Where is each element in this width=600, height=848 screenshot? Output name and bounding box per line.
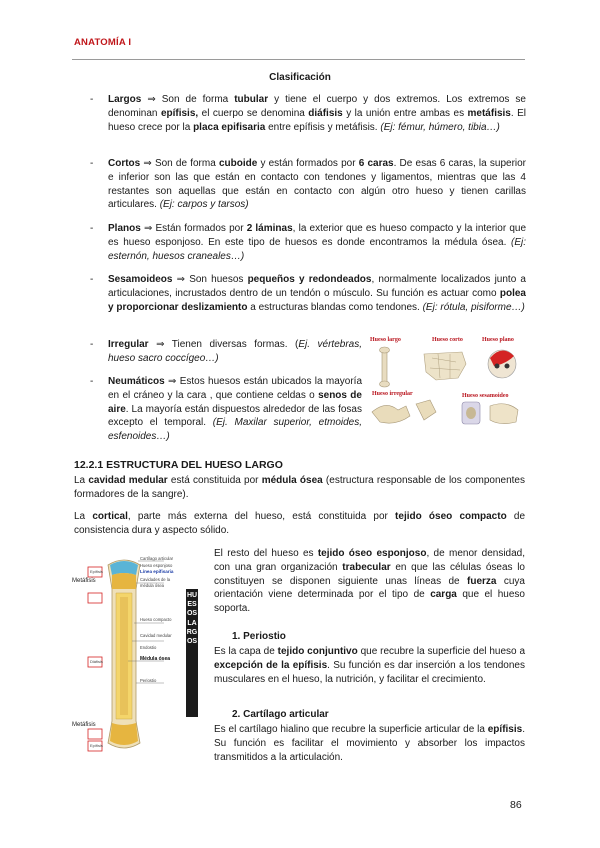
heading-periostio: 1. Periostio: [232, 631, 286, 642]
label-endostio: Endostio: [140, 645, 157, 650]
irregular-bone-icon: [372, 400, 436, 423]
bullet-text: Neumáticos ⇒ Estos huesos están ubicados la mayoría en el cráneo y la cara , que contiene celdas o senos de aire. La mayoría están dispuestos alrededor de las fosas excepto el temporal. (Ej. Maxilar superior, etmoides, esfenoides…): [108, 376, 362, 443]
bullet-text: Irregular ⇒ Tienen diversas formas. (Ej. vértebras, hueso sacro coccígeo…): [108, 339, 362, 364]
paragraph-cavidad-medular: La cavidad medular está constituida por médula ósea (estructura responsable de los componentes formadores de la sangre).: [74, 475, 525, 500]
section-title: Clasificación: [269, 72, 331, 83]
bullet-text: Planos ⇒ Están formados por 2 láminas, la exterior que es hueso compacto y la interior que es hueso esponjoso. En este tipo de huesos es donde encontramos la médula ósea. (Ej: esternón, huesos craneales…): [108, 223, 527, 262]
long-bone-diagram: [72, 553, 210, 755]
side-label-metafisis-top: Metáfisis: [72, 578, 96, 584]
side-label-metafisis-bottom: Metáfisis: [72, 722, 96, 728]
example: (Ej: carpos y tarsos): [159, 199, 249, 211]
paragraph-periostio: Es la capa de tejido conjuntivo que recubre la superficie del hueso a excepción de la epífisis. Su función es dar inserción a los tendones musculares en el hueso, la nutrición, y facilitar el crecimiento.: [214, 646, 525, 685]
label-hueso-corto: Hueso corto: [432, 337, 463, 343]
example: Ej. vértebras, hueso sacro coccígeo…): [108, 339, 362, 364]
heading-cartilago-articular: 2. Cartílago articular: [232, 709, 329, 720]
short-bone-icon: [424, 352, 466, 380]
paragraph-resto-hueso: El resto del hueso es tejido óseo esponjoso, de menor densidad, con una gran organización trabecular en que las células óseas lo constituyen se disponen siguiente unas líneas de fuerza cuya orientación viene determinada por el tipo de carga que el hueso soporta.: [214, 548, 526, 615]
vertical-text-huesos-largos: HUESOS LARGOS: [186, 592, 198, 646]
bullet-text: Largos ⇒ Son de forma tubular y tiene el cuerpo y dos extremos. Los extremos se denominan epífisis, el cuerpo se denomina diáfisis y la unión entre ambas es metáfisis. El hueso crece por la placa epifisaria entre epífisis y metáfisis. (Ej: fémur, húmero, tibia…): [108, 94, 526, 133]
side-label-epifisis-top: Epífisis: [90, 569, 103, 574]
example: (Ej: rótula, pisiforme…): [422, 301, 525, 313]
paragraph-cortical: La cortical, parte más externa del hueso, está constituida por tejido óseo compacto de consistencia dura y aspecto sólido.: [74, 511, 526, 536]
label-medula-osea: Médula ósea: [140, 656, 171, 662]
term: Cortos: [108, 158, 141, 169]
bone-types-figure: [366, 334, 526, 434]
term: Planos: [108, 223, 141, 234]
term: Sesamoideos: [108, 274, 173, 285]
label-hueso-plano: Hueso plano: [482, 337, 514, 343]
bullet-text: Cortos ⇒ Son de forma cuboide y están formados por 6 caras. De esas 6 caras, la superior e inferior son las que están en contacto con tendones y ligamentos, mientras que las 4 restantes son aquellas que están en contacto con algún otro hueso y tienen carillas articulares. (Ej: carpos y tarsos): [108, 158, 527, 211]
bullet-text: Sesamoideos ⇒ Son huesos pequeños y redondeados, normalmente localizados junto a articulaciones, incrustados dentro de un tendón o músculo. Su función es actuar como polea y proporcionar deslizamiento a estructuras blandas como tendones. (Ej: rótula, pisiforme…): [108, 274, 526, 313]
label-hueso-compacto: Hueso compacto: [140, 617, 172, 622]
side-label-epifisis-bottom: Epífisis: [90, 743, 103, 748]
flat-bone-icon: [488, 350, 516, 378]
heading-estructura-hueso-largo: 12.2.1 ESTRUCTURA DEL HUESO LARGO: [74, 459, 283, 471]
side-label-diafisis: Diáfisis: [90, 659, 103, 664]
label-cavidad-medular: Cavidad medular: [140, 633, 172, 638]
course-header: ANATOMÍA I: [74, 37, 132, 48]
label-hueso-irregular: Hueso irregular: [372, 391, 413, 397]
label-linea-epifisaria: Línea epifisaria: [140, 569, 174, 574]
label-cavidades-medula: Cavidades de la médula ósea: [140, 577, 171, 588]
label-hueso-esponjoso: Hueso esponjoso: [140, 563, 173, 568]
label-hueso-largo: Hueso largo: [370, 337, 401, 343]
label-hueso-sesamoideo: Hueso sesamoideo: [462, 393, 509, 399]
paragraph-cartilago-articular: Es el cartílago hialino que recubre la superficie articular de la epífisis. Su función es facilitar el movimiento y absorber los impactos transmitidos a la articulación.: [214, 724, 525, 763]
term: Neumáticos: [108, 376, 165, 387]
label-cartilago-articular: Cartílago articular: [140, 556, 174, 561]
page-number: 86: [510, 799, 522, 811]
bone-illustrations: [366, 334, 526, 434]
header-rule: [72, 59, 525, 60]
bullet-dash: -: [90, 94, 94, 105]
sesamoid-bone-icon: [462, 402, 518, 424]
long-bone-icon: [380, 347, 390, 387]
term: Largos: [108, 94, 142, 105]
term: Irregular: [108, 339, 149, 350]
example: (Ej. Maxilar superior, etmoides, esfenoides…): [108, 417, 362, 443]
example: (Ej: fémur, húmero, tibia…): [380, 121, 500, 133]
example: (Ej: esternón, huesos craneales…): [108, 236, 526, 262]
label-periostio: Periostio: [140, 678, 157, 683]
